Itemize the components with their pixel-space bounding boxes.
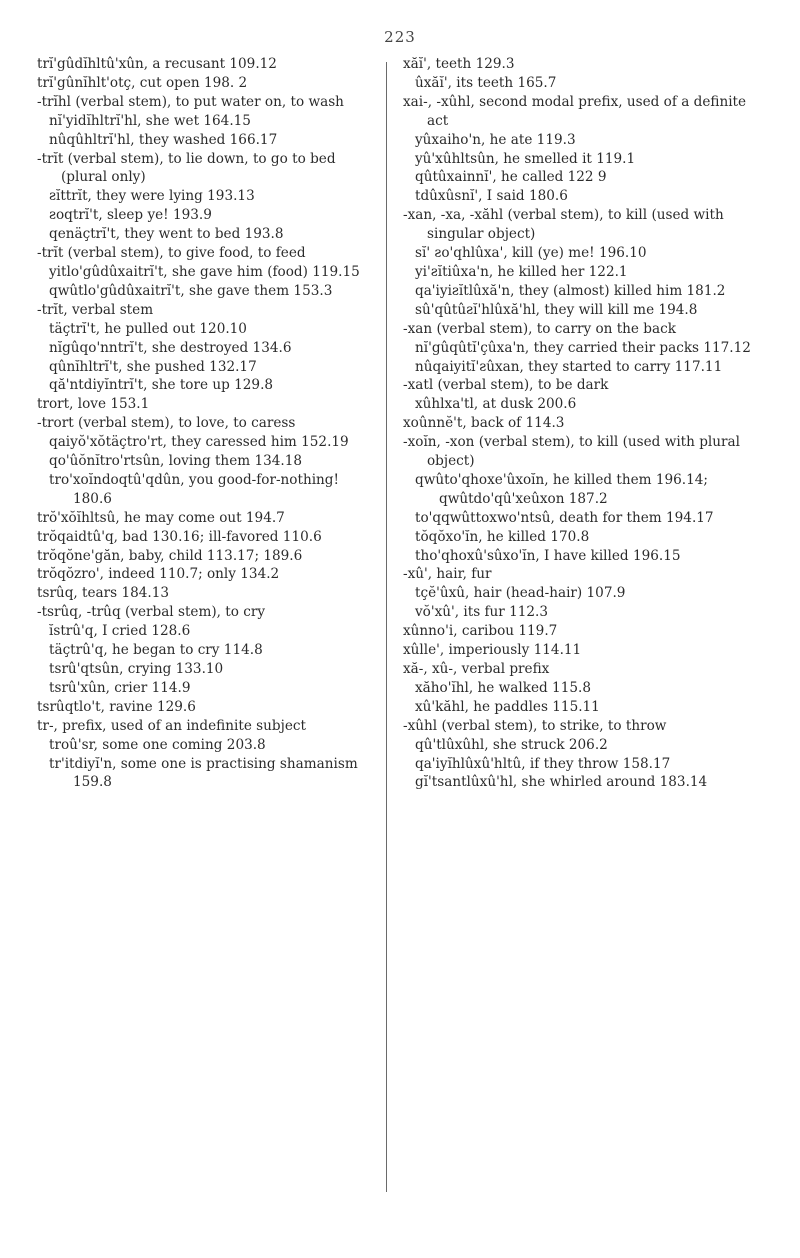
sub-entry: tho'qhoxû'sûxo'ĭn, I have killed 196.15 — [415, 547, 681, 564]
sub-entry: tsrû'xûn, crier 114.9 — [49, 679, 191, 696]
sub-entry: täçtrû'q, he began to cry 114.8 — [49, 642, 263, 659]
dictionary-entry: xûnno'i, caribou 119.7 — [403, 623, 558, 640]
sub-entry: nĭgûqo'nntrĭ't, she destroyed 134.6 — [49, 339, 292, 356]
sub-entry: xû'kăhl, he paddles 115.11 — [415, 698, 600, 715]
sub-entry: tçĕ'ûxû, hair (head-hair) 107.9 — [415, 585, 626, 602]
dictionary-entry: -xatl (verbal stem), to be dark — [403, 377, 609, 394]
sub-entry: xăho'ĭhl, he walked 115.8 — [415, 679, 591, 696]
left-column — [37, 55, 372, 792]
dictionary-entry: xûlle', imperiously 114.11 — [403, 642, 582, 659]
dictionary-entry: -xû', hair, fur — [403, 566, 492, 583]
dictionary-entry: tsrûqtlo't, ravine 129.6 — [37, 698, 196, 715]
sub-entry: qă'ntdiyĭntrĭ't, she tore up 129.8 — [49, 377, 274, 394]
dictionary-entry: -xoĭn, -xon (verbal stem), to kill (used with plural object) — [403, 434, 740, 470]
sub-entry: gĭ'tsantlûxû'hl, she whirled around 183.14 — [415, 774, 708, 791]
sub-entry: qaiyŏ'xŏtäçtro'rt, they caressed him 152.19 — [49, 434, 349, 451]
dictionary-entry: xăĭ', teeth 129.3 — [403, 56, 515, 72]
right-column — [403, 55, 753, 792]
sub-entry: sĭ' ƨo'qhlûxa', kill (ye) me! 196.10 — [415, 245, 647, 262]
column-divider — [386, 62, 387, 1192]
dictionary-entry: -xan (verbal stem), to carry on the back — [403, 320, 676, 337]
dictionary-entry: -trĭt (verbal stem), to give food, to feed — [37, 245, 306, 262]
sub-entry: qa'iyiƨĭtlûxă'n, they (almost) killed him 181.2 — [415, 282, 726, 299]
sub-entry: nûqaiyitĭ'ƨûxan, they started to carry 117.11 — [415, 358, 723, 375]
sub-entry: tr'itdiyĭ'n, some one is practising shamanism 159.8 — [49, 755, 358, 791]
dictionary-entry: trĭ'gûnĭhlt'otç, cut open 198. 2 — [37, 74, 248, 91]
dictionary-entry: tr-, prefix, used of an indefinite subject — [37, 717, 306, 734]
sub-entry: nĭ'gûqûtĭ'çûxa'n, they carried their packs 117.12 — [415, 339, 751, 356]
dictionary-entry: trŏqŏzro', indeed 110.7; only 134.2 — [37, 566, 280, 583]
sub-entry: nĭ'yidĭhltrĭ'hl, she wet 164.15 — [49, 112, 251, 129]
sub-entry: qwûtlo'gûdûxaitrĭ't, she gave them 153.3 — [49, 282, 333, 299]
dictionary-entry: -xûhl (verbal stem), to strike, to throw — [403, 717, 667, 734]
dictionary-entry: -trĭhl (verbal stem), to put water on, to wash — [37, 93, 344, 110]
dictionary-entry: xai-, -xûhl, second modal prefix, used of a definite act — [403, 93, 747, 129]
sub-entry: troû'sr, some one coming 203.8 — [49, 736, 266, 753]
sub-entry: qo'ûŏnĭtro'rtsûn, loving them 134.18 — [49, 453, 303, 470]
sub-entry: nûqûhltrĭ'hl, they washed 166.17 — [49, 131, 278, 148]
dictionary-entry: trŏqaidtû'q, bad 130.16; ill-favored 110.6 — [37, 528, 322, 545]
sub-entry: qenäçtrĭ't, they went to bed 193.8 — [49, 226, 284, 243]
sub-entry: tro'xoĭndoqtû'qdûn, you good-for-nothing! 180.6 — [49, 471, 339, 507]
sub-entry: qûtûxainnĭ', he called 122 9 — [415, 169, 607, 186]
sub-entry: täçtrĭ't, he pulled out 120.10 — [49, 320, 247, 337]
sub-entry: vŏ'xû', its fur 112.3 — [415, 604, 549, 621]
sub-entry: sû'qûtûƨĭ'hlûxă'hl, they will kill me 194.8 — [415, 301, 698, 318]
page-number: 223 — [384, 28, 416, 46]
dictionary-entry: xoûnnĕ't, back of 114.3 — [403, 415, 565, 432]
sub-entry: qû'tlûxûhl, she struck 206.2 — [415, 736, 608, 753]
dictionary-entry: trort, love 153.1 — [37, 396, 150, 413]
sub-entry: yû'xûhltsûn, he smelled it 119.1 — [415, 150, 636, 167]
sub-entry: ĭstrû'q, I cried 128.6 — [49, 623, 191, 640]
sub-entry: yûxaiho'n, he ate 119.3 — [415, 131, 576, 148]
sub-entry: qwûto'qhoxe'ûxoĭn, he killed them 196.14; qwûtdo'qû'xeûxon 187.2 — [415, 471, 709, 507]
dictionary-entry: -xan, -xa, -xăhl (verbal stem), to kill (used with singular object) — [403, 207, 724, 243]
dictionary-entry: -tsrûq, -trûq (verbal stem), to cry — [37, 604, 266, 621]
sub-entry: ûxăĭ', its teeth 165.7 — [415, 74, 557, 91]
sub-entry: xûhlxa'tl, at dusk 200.6 — [415, 396, 577, 413]
dictionary-entry: -trĭt (verbal stem), to lie down, to go to bed (plural only) — [37, 150, 336, 186]
dictionary-entry: -trort (verbal stem), to love, to caress — [37, 415, 296, 432]
sub-entry: to'qqwûttoxwo'ntsû, death for them 194.17 — [415, 509, 714, 526]
sub-entry: tŏqŏxo'ĭn, he killed 170.8 — [415, 528, 590, 545]
dictionary-entry: trĭ'gûdĭhltû'xûn, a recusant 109.12 — [37, 56, 277, 72]
dictionary-entry: tsrûq, tears 184.13 — [37, 585, 170, 602]
dictionary-entry: trŏ'xŏĭhltsû, he may come out 194.7 — [37, 509, 285, 526]
sub-entry: yitlo'gûdûxaitrĭ't, she gave him (food) 119.15 — [49, 263, 360, 280]
dictionary-entry: -trĭt, verbal stem — [37, 301, 154, 318]
dictionary-entry: trŏqŏne'găn, baby, child 113.17; 189.6 — [37, 547, 303, 564]
dictionary-entry: xă-, xû-, verbal prefix — [403, 661, 550, 677]
sub-entry: ƨĭttrĭt, they were lying 193.13 — [49, 188, 255, 205]
sub-entry: qûnĭhltrĭ't, she pushed 132.17 — [49, 358, 257, 375]
sub-entry: tsrû'qtsûn, crying 133.10 — [49, 661, 224, 677]
sub-entry: qa'iyĭhlûxû'hltû, if they throw 158.17 — [415, 755, 671, 772]
sub-entry: tdûxûsnĭ', I said 180.6 — [415, 188, 568, 205]
sub-entry: yi'ƨĭtiûxa'n, he killed her 122.1 — [415, 263, 628, 280]
sub-entry: ƨoqtrĭ't, sleep ye! 193.9 — [49, 207, 212, 224]
